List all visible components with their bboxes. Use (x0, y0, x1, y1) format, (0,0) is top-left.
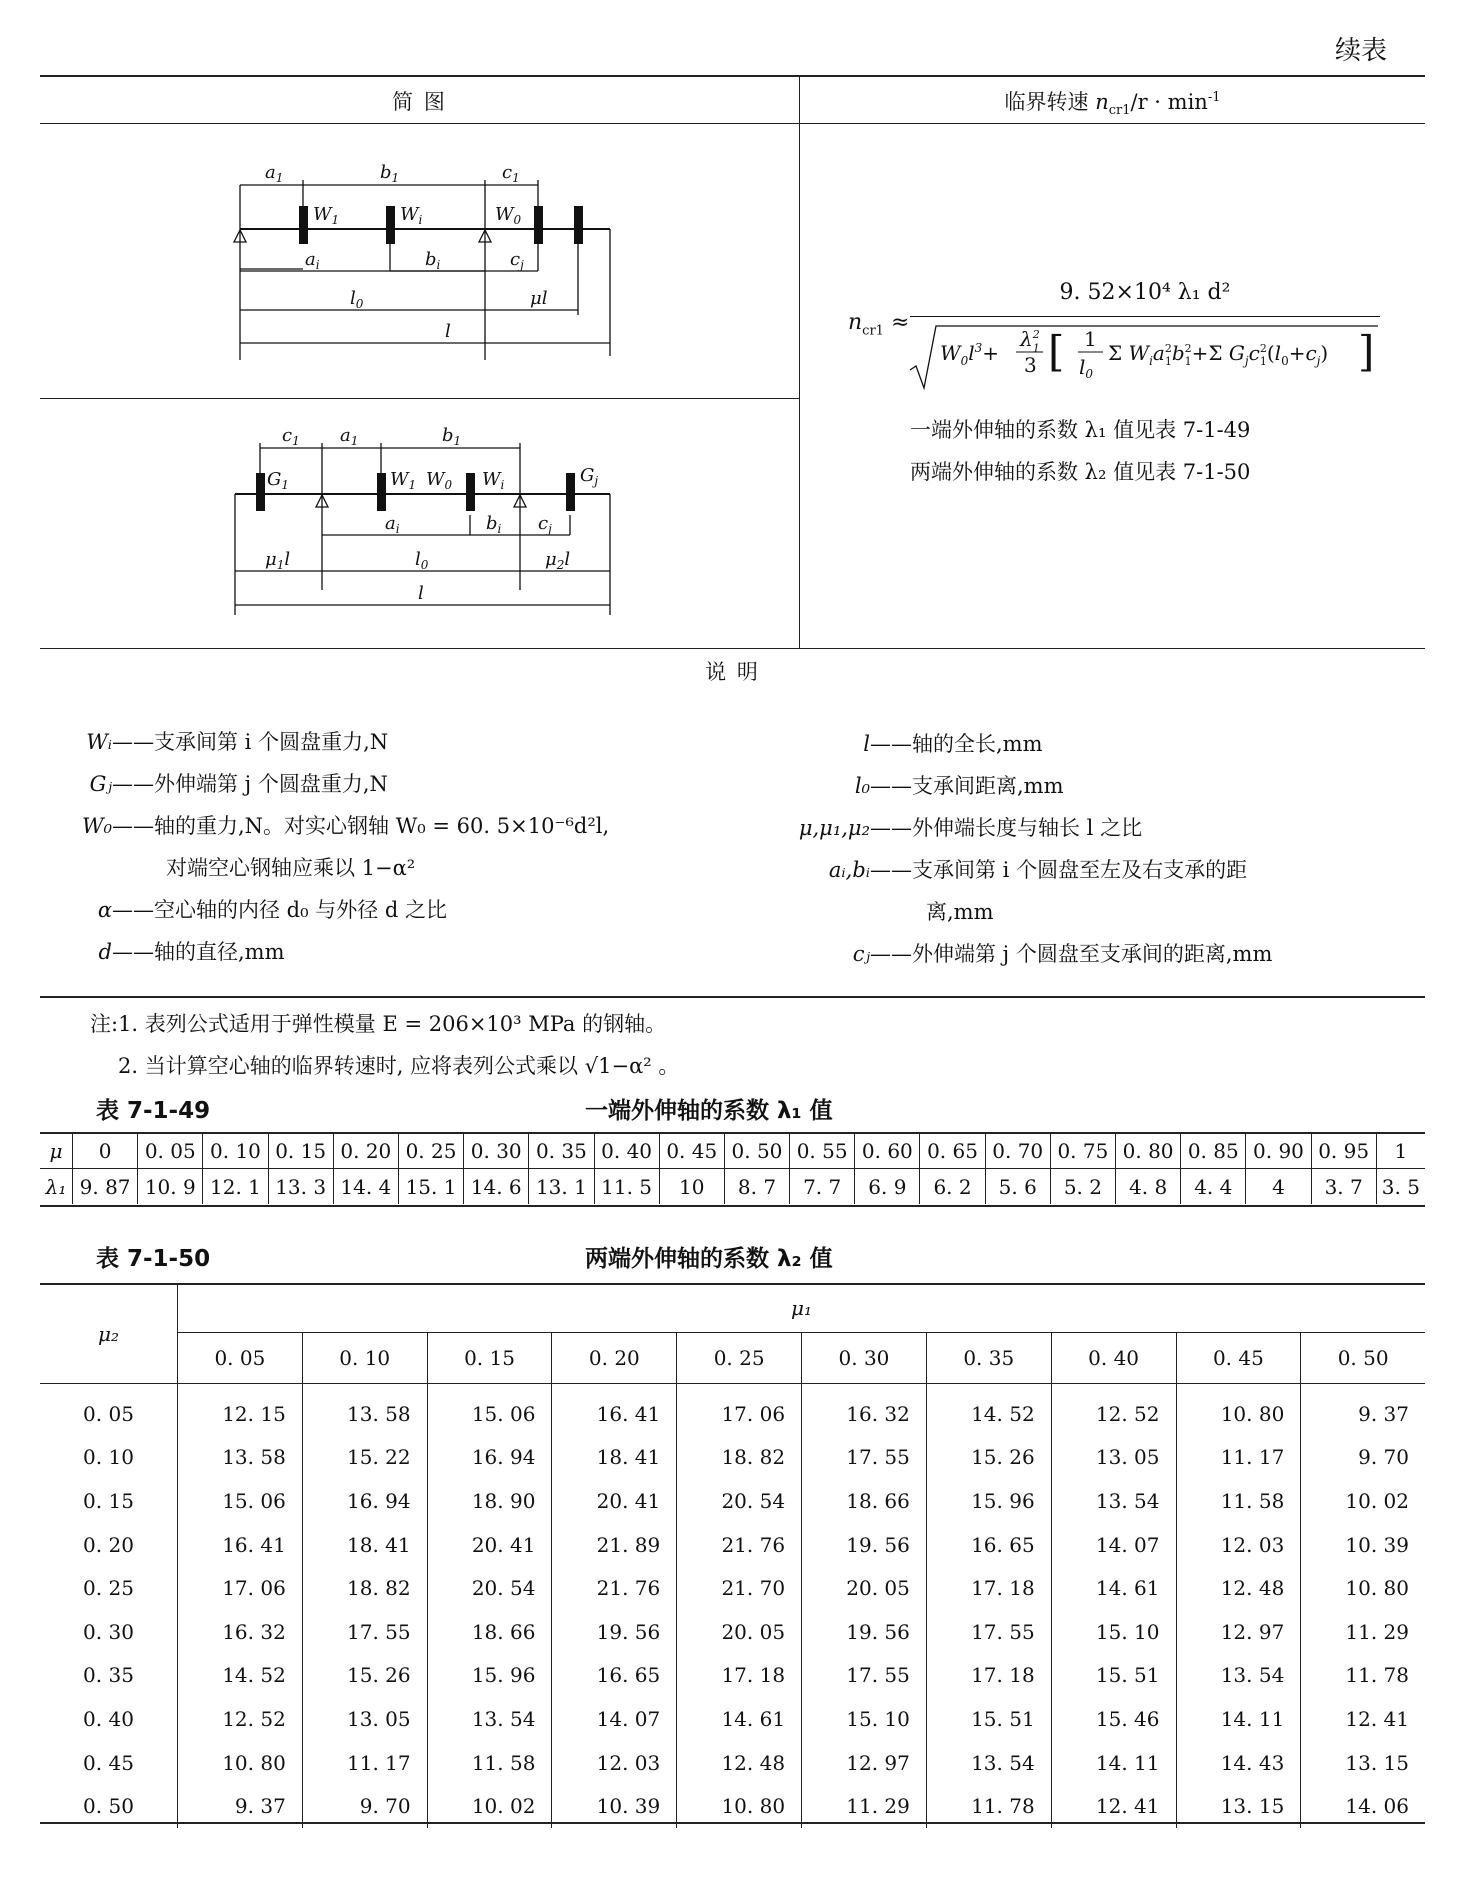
table50-col-head: 0. 30 (802, 1333, 927, 1384)
table50-cell: 13. 58 (178, 1436, 303, 1480)
table49-mu-cell: 0. 25 (398, 1133, 463, 1169)
table50-col-head: 0. 15 (427, 1333, 552, 1384)
table49-mu-cell: 0. 35 (529, 1133, 594, 1169)
table50-cell: 12. 41 (1051, 1784, 1176, 1828)
table50-cell: 15. 96 (926, 1479, 1051, 1523)
table50-cell: 15. 26 (302, 1654, 427, 1698)
table49-lambda-cell: 3. 5 (1376, 1169, 1425, 1205)
table49-lambda-cell: 3. 7 (1311, 1169, 1376, 1205)
table-row (40, 1784, 1425, 1828)
table49-lambda-cell: 5. 2 (1050, 1169, 1115, 1205)
table50-col-head: 0. 35 (926, 1333, 1051, 1384)
table-bottom-rule (40, 996, 1425, 998)
table49-mu-cell: 0. 30 (464, 1133, 529, 1169)
svg-text:l0: $l_0$ (1079, 355, 1094, 381)
table49-lambda-cell: 4 (1246, 1169, 1311, 1205)
table-row (40, 1523, 1425, 1567)
label-W0: $W_0$ (495, 204, 522, 227)
table50-cell: 16. 65 (552, 1654, 677, 1698)
table50-col-head: 0. 45 (1176, 1333, 1301, 1384)
table50-cell: 9. 37 (178, 1784, 303, 1828)
table49-mu-cell: 0. 15 (268, 1133, 333, 1169)
col-header-diagram: 简 图 (392, 90, 447, 114)
table50-cell: 10. 80 (178, 1741, 303, 1785)
table50-cell: 18. 90 (427, 1479, 552, 1523)
table50-cell: 18. 66 (802, 1479, 927, 1523)
explain-left-4: α——空心轴的内径 d₀ 与外径 d 之比 (97, 898, 448, 922)
table50-cell: 17. 06 (677, 1384, 802, 1436)
table49-lambda-cell: 6. 2 (920, 1169, 985, 1205)
table50-cell: 15. 96 (427, 1654, 552, 1698)
table49-lambda-cell: 9. 87 (73, 1169, 138, 1205)
header-rule (40, 123, 1425, 124)
table50-cell: 11. 58 (1176, 1479, 1301, 1523)
table49-mu-cell: 0. 50 (724, 1133, 789, 1169)
formula-numerator: 9. 52×10⁴ λ₁ d² (1059, 280, 1231, 305)
dim2-b1: $b_1$ (442, 425, 462, 448)
table50-row-head: 0. 40 (40, 1697, 178, 1741)
table50-cell: 18. 66 (427, 1610, 552, 1654)
table50-cell: 20. 41 (552, 1479, 677, 1523)
dim2-l0: $l_0$ (415, 549, 429, 572)
table-row (40, 1697, 1425, 1741)
table50-row-head: 0. 05 (40, 1384, 178, 1436)
table49-mu-cell: 0. 95 (1311, 1133, 1376, 1169)
dim2-bi: $b_i$ (486, 513, 502, 536)
table49-mu-cell: 0. 90 (1246, 1133, 1311, 1169)
table50-cell: 15. 10 (1051, 1610, 1176, 1654)
table50-cell: 14. 61 (1051, 1566, 1176, 1610)
dim2-cj: $c_j$ (538, 513, 552, 536)
table50-cell: 14. 07 (552, 1697, 677, 1741)
table49-mu-head: μ (40, 1133, 73, 1169)
table50-cell: 15. 10 (802, 1697, 927, 1741)
table50-cell: 12. 15 (178, 1384, 303, 1436)
table50-cell: 20. 41 (427, 1523, 552, 1567)
table50-cell: 12. 03 (552, 1741, 677, 1785)
table50-cell: 21. 76 (677, 1523, 802, 1567)
table49-mu-cell: 0 (73, 1133, 138, 1169)
table50-cell: 19. 56 (802, 1610, 927, 1654)
table50-cell: 21. 76 (552, 1566, 677, 1610)
explain-left-1: Gⱼ——外伸端第 j 个圆盘重力,N (89, 772, 388, 796)
table49-label: 表 7-1-49 (96, 1098, 211, 1124)
table49-mu-cell: 0. 65 (920, 1133, 985, 1169)
table49-mu-cell: 0. 85 (1181, 1133, 1246, 1169)
table50-cell: 15. 46 (1051, 1697, 1176, 1741)
table49-lambda-cell: 5. 6 (985, 1169, 1050, 1205)
table50-col-head: 0. 40 (1051, 1333, 1176, 1384)
table50-cell: 11. 17 (1176, 1436, 1301, 1480)
table50-cell: 13. 05 (302, 1697, 427, 1741)
table49-lambda-cell: 8. 7 (724, 1169, 789, 1205)
table50-cell: 13. 05 (1051, 1436, 1176, 1480)
table-row (40, 1479, 1425, 1523)
table50-cell: 11. 29 (1301, 1610, 1425, 1654)
continued-label: 续表 (1334, 36, 1387, 66)
table50-cell: 12. 48 (677, 1741, 802, 1785)
table50-row-head: 0. 15 (40, 1479, 178, 1523)
dim-cj: $c_j$ (510, 249, 524, 272)
table50-cell: 17. 55 (802, 1654, 927, 1698)
table50-cell: 11. 78 (1301, 1654, 1425, 1698)
table50-cell: 14. 07 (1051, 1523, 1176, 1567)
table50-title: 两端外伸轴的系数 λ₂ 值 (585, 1246, 833, 1272)
table50-col-head: 0. 05 (178, 1333, 303, 1384)
table50-cell: 17. 06 (178, 1566, 303, 1610)
table49-lambda-cell: 10. 9 (138, 1169, 203, 1205)
critical-speed-formula: $n_{cr1}$ ≈ 9. 52×10⁴ λ₁ d² $W_0l^3+$ $\lambda^2$ 1 3 [ 1 $l_0$ Σ $W_ia^2$ $1b^2$ 1+Σ $G_jc^2$ $1(l_0+c_j)$ ] (848, 280, 1408, 410)
table50-cell: 11. 78 (926, 1784, 1051, 1828)
table50-cell: 13. 54 (1051, 1479, 1176, 1523)
table49-mu-cell: 0. 20 (333, 1133, 398, 1169)
table49-mu-cell: 1 (1376, 1133, 1425, 1169)
table-row (40, 1384, 1425, 1436)
table50-cell: 12. 97 (1176, 1610, 1301, 1654)
table49-lambda-cell: 11. 5 (594, 1169, 659, 1205)
explain-rule (40, 648, 1425, 649)
table50-cell: 14. 06 (1301, 1784, 1425, 1828)
diagram-one-end-overhang (220, 150, 640, 360)
diagram-two-end-overhang (220, 415, 640, 630)
label2-W0: $W_0$ (426, 469, 453, 492)
table50-cell: 17. 55 (302, 1610, 427, 1654)
table49-lambda-head: λ₁ (45, 1174, 67, 1199)
table49-lambda-cell: 14. 4 (333, 1169, 398, 1205)
dim-l: l (445, 321, 451, 342)
table50-row-head: 0. 50 (40, 1784, 178, 1828)
col-header-speed: 临界转速 $n_{cr1}/r \cdot \min^{-1}$ (1004, 90, 1221, 119)
table50-cell: 16. 32 (802, 1384, 927, 1436)
table50-cell: 10. 39 (1301, 1523, 1425, 1567)
table50-cell: 15. 06 (427, 1384, 552, 1436)
table50-cell: 10. 80 (1301, 1566, 1425, 1610)
table50-cell: 17. 18 (677, 1654, 802, 1698)
explain-left-0: Wᵢ——支承间第 i 个圆盘重力,N (86, 730, 389, 754)
table49-mu-cell: 0. 55 (790, 1133, 855, 1169)
table50-cell: 18. 82 (302, 1566, 427, 1610)
table50-cell: 18. 41 (552, 1436, 677, 1480)
dim2-a1: $a_1$ (340, 425, 359, 448)
dim2-c1: $c_1$ (282, 425, 300, 448)
dim-ai: $a_i$ (305, 249, 320, 272)
explain-right-2: μ,μ₁,μ₂——外伸端长度与轴长 l 之比 (798, 816, 1143, 840)
label2-Wi: $W_i$ (482, 469, 505, 492)
dim-c1: $c_1$ (502, 162, 520, 185)
table-row (40, 1654, 1425, 1698)
table50-label: 表 7-1-50 (96, 1246, 211, 1272)
note-1: 注:1. 表列公式适用于弹性模量 E = 206×10³ MPa 的钢轴。 (90, 1012, 667, 1036)
explain-right-0: l——轴的全长,mm (863, 732, 1043, 756)
table-row (40, 1741, 1425, 1785)
table50-row-head: 0. 25 (40, 1566, 178, 1610)
table50-cell: 16. 41 (552, 1384, 677, 1436)
table50-cell: 17. 18 (926, 1654, 1051, 1698)
table50-cell: 10. 80 (1176, 1384, 1301, 1436)
table49-lambda-cell: 13. 1 (529, 1169, 594, 1205)
table50-cell: 12. 52 (1051, 1384, 1176, 1436)
svg-text:[: [ (1048, 327, 1065, 376)
table50-cell: 16. 94 (302, 1479, 427, 1523)
table50-cell: 11. 29 (802, 1784, 927, 1828)
table50-cell: 17. 18 (926, 1566, 1051, 1610)
table50-cell: 14. 52 (926, 1384, 1051, 1436)
table-row (40, 1566, 1425, 1610)
formula-note-lambda2: 两端外伸轴的系数 λ₂ 值见表 7-1-50 (910, 460, 1251, 484)
table50-cell: 11. 17 (302, 1741, 427, 1785)
table50-cell: 16. 65 (926, 1523, 1051, 1567)
explain-left-2: W₀——轴的重力,N。对实心钢轴 W₀ = 60. 5×10⁻⁶d²l, (81, 814, 610, 838)
table50-cell: 9. 37 (1301, 1384, 1425, 1436)
table50-cell: 10. 02 (1301, 1479, 1425, 1523)
table50-col-head: 0. 10 (302, 1333, 427, 1384)
svg-text:λ21: $\lambda^2$ 1 (1020, 327, 1040, 355)
explain-right-1: l₀——支承间距离,mm (854, 774, 1064, 798)
dim-b1: $b_1$ (380, 162, 400, 185)
table49-lambda-cell: 15. 1 (398, 1169, 463, 1205)
formula-note-lambda1: 一端外伸轴的系数 λ₁ 值见表 7-1-49 (910, 418, 1251, 442)
table50-cell: 20. 54 (427, 1566, 552, 1610)
table50-cell: 14. 61 (677, 1697, 802, 1741)
table50-cell: 19. 56 (552, 1610, 677, 1654)
table50-row-head: 0. 20 (40, 1523, 178, 1567)
table50-cell: 12. 52 (178, 1697, 303, 1741)
dim-l0: $l_0$ (350, 288, 364, 311)
table49-mu-cell: 0. 40 (594, 1133, 659, 1169)
table50-cell: 13. 15 (1176, 1784, 1301, 1828)
svg-text:Σ Wia21b21+Σ Gjc21(l0+cj): Σ $W_ia^2$ $1b^2$ 1+Σ $G_jc^2$ $1(l_0+c_j)$ (1108, 341, 1329, 368)
table50-cell: 16. 32 (178, 1610, 303, 1654)
table49-lambda-cell: 10 (659, 1169, 724, 1205)
explain-left-5: d——轴的直径,mm (98, 940, 285, 964)
dim2-ai: $a_i$ (385, 513, 400, 536)
table50-cell: 9. 70 (1301, 1436, 1425, 1480)
table50-cell: 20. 05 (802, 1566, 927, 1610)
explain-header: 说 明 (705, 660, 760, 684)
table49-lambda-cell: 14. 6 (464, 1169, 529, 1205)
table50-cell: 17. 55 (802, 1436, 927, 1480)
table50-cell: 13. 54 (427, 1697, 552, 1741)
table50-cell: 21. 89 (552, 1523, 677, 1567)
table49-lambda-cell: 7. 7 (790, 1169, 855, 1205)
label-W1: $W_1$ (313, 204, 340, 227)
label2-Gj: $G_j$ (580, 465, 599, 488)
table50-cell: 13. 15 (1301, 1741, 1425, 1785)
table50-cell: 12. 41 (1301, 1697, 1425, 1741)
table50-col-head: 0. 25 (677, 1333, 802, 1384)
table49-mu-cell: 0. 75 (1050, 1133, 1115, 1169)
table50-cell: 12. 03 (1176, 1523, 1301, 1567)
explain-right-4: 离,mm (926, 900, 994, 924)
table50-mu2-head: μ₂ (40, 1284, 178, 1384)
table50-cell: 20. 54 (677, 1479, 802, 1523)
dim-mul: μl (530, 288, 548, 309)
svg-text:]: ] (1358, 327, 1375, 376)
table50-cell: 14. 43 (1176, 1741, 1301, 1785)
svg-text:3: 3 (1024, 353, 1037, 377)
table50-mu1-head: μ₁ (178, 1284, 1426, 1333)
table50-cell: 16. 94 (427, 1436, 552, 1480)
label2-W1: $W_1$ (390, 469, 417, 492)
table50-cell: 15. 51 (1051, 1654, 1176, 1698)
svg-text:W0l3+: $W_0l^3+$ (940, 341, 1000, 368)
table49-mu-cell: 0. 10 (203, 1133, 268, 1169)
dim-a1: $a_1$ (265, 162, 284, 185)
table50-cell: 14. 52 (178, 1654, 303, 1698)
dim2-mu2l: $\mu_2l$ (545, 549, 571, 572)
table50-row-head: 0. 45 (40, 1741, 178, 1785)
table-row (40, 1436, 1425, 1480)
table50-col-head: 0. 50 (1301, 1333, 1425, 1384)
table50-cell: 13. 54 (1176, 1654, 1301, 1698)
table50-cell: 10. 02 (427, 1784, 552, 1828)
table-row (40, 1610, 1425, 1654)
svg-text:1: 1 (1084, 327, 1097, 351)
dim-bi: $b_i$ (425, 249, 441, 272)
diagram-divider (40, 398, 799, 399)
table50 (40, 1284, 1425, 1828)
table50-cell: 21. 70 (677, 1566, 802, 1610)
table49-lambda-cell: 13. 3 (268, 1169, 333, 1205)
dim2-l: l (418, 583, 424, 604)
table50-cell: 13. 58 (302, 1384, 427, 1436)
table49-mu-cell: 0. 45 (659, 1133, 724, 1169)
table-top-rule (40, 75, 1425, 77)
table50-cell: 14. 11 (1176, 1697, 1301, 1741)
table50-row-head: 0. 35 (40, 1654, 178, 1698)
table50-cell: 16. 41 (178, 1523, 303, 1567)
table49-mu-cell: 0. 70 (985, 1133, 1050, 1169)
table50-col-head: 0. 20 (552, 1333, 677, 1384)
table50-cell: 13. 54 (926, 1741, 1051, 1785)
table49-lambda-cell: 4. 8 (1116, 1169, 1181, 1205)
explain-right-5: cⱼ——外伸端第 j 个圆盘至支承间的距离,mm (852, 942, 1273, 966)
table50-cell: 18. 41 (302, 1523, 427, 1567)
dim2-mu1l: $\mu_1l$ (265, 549, 291, 572)
table50-cell: 12. 48 (1176, 1566, 1301, 1610)
formula-denominator (908, 322, 1388, 392)
table50-row-head: 0. 10 (40, 1436, 178, 1480)
table49 (40, 1133, 1425, 1204)
explain-left-3: 对端空心钢轴应乘以 1−α² (166, 856, 416, 880)
table50-cell: 10. 39 (552, 1784, 677, 1828)
table49-mu-cell: 0. 80 (1116, 1133, 1181, 1169)
table50-cell: 11. 58 (427, 1741, 552, 1785)
table49-title: 一端外伸轴的系数 λ₁ 值 (585, 1098, 833, 1124)
table49-mu-cell: 0. 60 (855, 1133, 920, 1169)
table50-cell: 12. 97 (802, 1741, 927, 1785)
table50-cell: 10. 80 (677, 1784, 802, 1828)
table50-cell: 14. 11 (1051, 1741, 1176, 1785)
table49-lambda-cell: 4. 4 (1181, 1169, 1246, 1205)
table50-cell: 15. 22 (302, 1436, 427, 1480)
label2-G1: $G_1$ (267, 469, 290, 492)
label-Wi: $W_i$ (400, 204, 423, 227)
table50-cell: 15. 06 (178, 1479, 303, 1523)
table49-lambda-cell: 6. 9 (855, 1169, 920, 1205)
table50-cell: 19. 56 (802, 1523, 927, 1567)
explain-right-3: aᵢ,bᵢ——支承间第 i 个圆盘至左及右支承的距 (828, 858, 1248, 882)
table50-row-head: 0. 30 (40, 1610, 178, 1654)
table50-cell: 15. 26 (926, 1436, 1051, 1480)
note-2: 2. 当计算空心轴的临界转速时, 应将表列公式乘以 √1−α² 。 (118, 1054, 680, 1078)
table49-mu-cell: 0. 05 (138, 1133, 203, 1169)
table50-cell: 18. 82 (677, 1436, 802, 1480)
table50-cell: 20. 05 (677, 1610, 802, 1654)
table50-cell: 17. 55 (926, 1610, 1051, 1654)
table50-cell: 9. 70 (302, 1784, 427, 1828)
table49-lambda-cell: 12. 1 (203, 1169, 268, 1205)
column-divider (799, 75, 800, 648)
table50-cell: 15. 51 (926, 1697, 1051, 1741)
